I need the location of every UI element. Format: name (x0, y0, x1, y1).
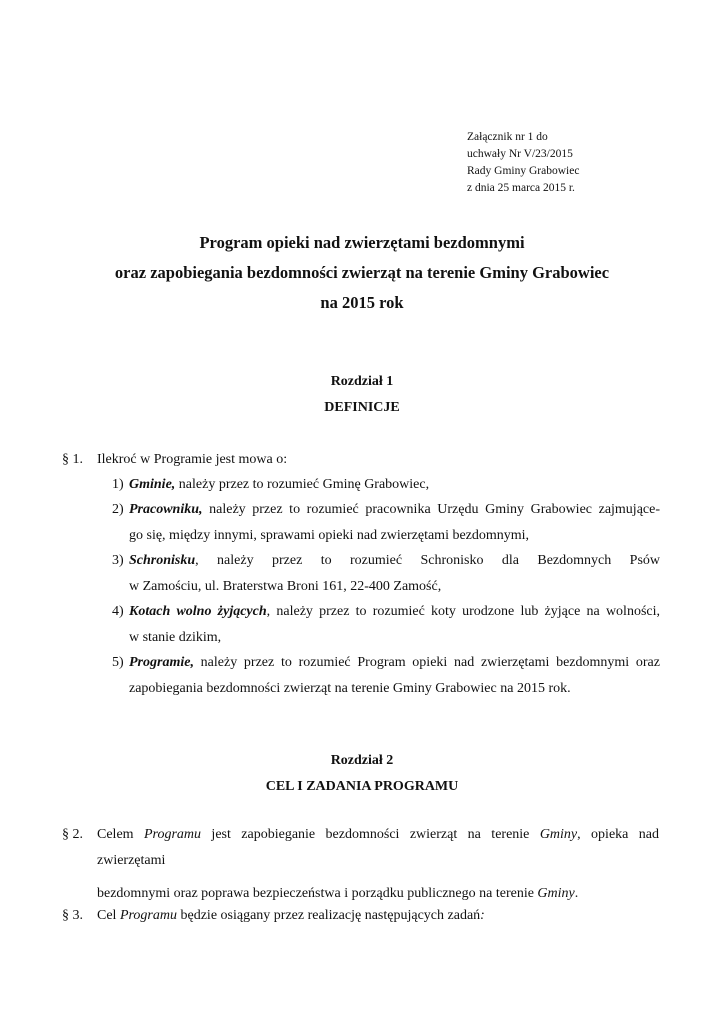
paragraph-3 (97, 903, 485, 929)
item-text-continued: w stanie dzikim, (129, 630, 222, 645)
paragraph-number: § 3. (62, 908, 83, 923)
chapter-label: Rozdział 2 (330, 753, 394, 768)
item-text: , należy przez to rozumieć Schronisko dla Bezdomnych Psów (195, 553, 660, 568)
annex-line: z dnia 25 marca 2015 r. (467, 182, 575, 194)
text: , opieka nad zwierzętami (97, 827, 660, 868)
definition-item (112, 599, 660, 651)
annex-line: uchwały Nr V/23/2015 (467, 148, 573, 160)
item-text: należy przez to rozumieć pracownika Urzędu Gminy Grabowiec zajmujące- (202, 502, 660, 517)
title-line: na 2015 rok (320, 293, 404, 312)
text-emphasis: Programu (143, 827, 202, 842)
item-number: 5) (112, 655, 124, 670)
item-term: Gminie, (129, 477, 176, 492)
item-number: 1) (112, 477, 124, 492)
item-number: 3) (112, 553, 124, 568)
item-text-continued: w Zamościu, ul. Braterstwa Broni 161, 22-400 Zamość, (129, 579, 442, 594)
chapter-heading: DEFINICJE (324, 400, 400, 415)
item-number: 2) (112, 502, 124, 517)
title-line: Program opieki nad zwierzętami bezdomnymi (199, 233, 525, 252)
title-line: oraz zapobiegania bezdomności zwierząt na terenie Gminy Grabowiec (114, 263, 610, 282)
document-title (0, 228, 724, 318)
item-text-continued: go się, między innymi, sprawami opieki nad zwierzętami bezdomnymi, (129, 528, 530, 543)
text-emphasis: Gminy (537, 886, 575, 901)
chapter-heading: CEL I ZADANIA PROGRAMU (265, 779, 459, 794)
definition-item (112, 548, 660, 600)
paragraph-number: § 2. (62, 827, 83, 842)
item-term: Programie, (129, 655, 194, 670)
annex-note (467, 129, 579, 197)
item-term: Pracowniku, (129, 502, 203, 517)
text-emphasis: Gminy (539, 827, 578, 842)
text: jest zapobieganie bezdomności zwierząt na terenie (201, 827, 540, 842)
text: będzie osiągany przez realizację następujących zadań (177, 908, 481, 923)
definition-item (112, 472, 660, 498)
chapter-2-header (0, 748, 724, 800)
chapter-1-header (0, 369, 724, 421)
text: Celem (97, 827, 144, 842)
item-number: 4) (112, 604, 124, 619)
item-text-continued: zapobiegania bezdomności zwierząt na terenie Gminy Grabowiec na 2015 rok. (129, 681, 571, 696)
item-text: należy przez to rozumieć Gminę Grabowiec, (175, 477, 430, 492)
text: Cel (97, 908, 120, 923)
paragraph-2 (97, 822, 659, 907)
paragraph-number: § 1. (62, 452, 83, 467)
text-emphasis: : (480, 908, 485, 923)
definition-item (112, 497, 660, 549)
item-text: , należy przez to rozumieć koty urodzone lub żyjące na wolności, (266, 604, 660, 619)
chapter-label: Rozdział 1 (330, 374, 394, 389)
item-term: Schronisku (129, 553, 196, 568)
text: . (574, 886, 579, 901)
text-emphasis: Programu (119, 908, 177, 923)
definition-item (112, 650, 660, 702)
paragraph-intro: Ilekroć w Programie jest mowa o: (97, 452, 288, 467)
item-term: Kotach wolno żyjących (129, 604, 267, 619)
annex-line: Załącznik nr 1 do (467, 131, 548, 143)
text: bezdomnymi oraz poprawa bezpieczeństwa i porządku publicznego na terenie (97, 886, 538, 901)
annex-line: Rady Gminy Grabowiec (467, 165, 580, 177)
item-text: należy przez to rozumieć Program opieki nad zwierzętami bezdomnymi oraz (193, 655, 660, 670)
